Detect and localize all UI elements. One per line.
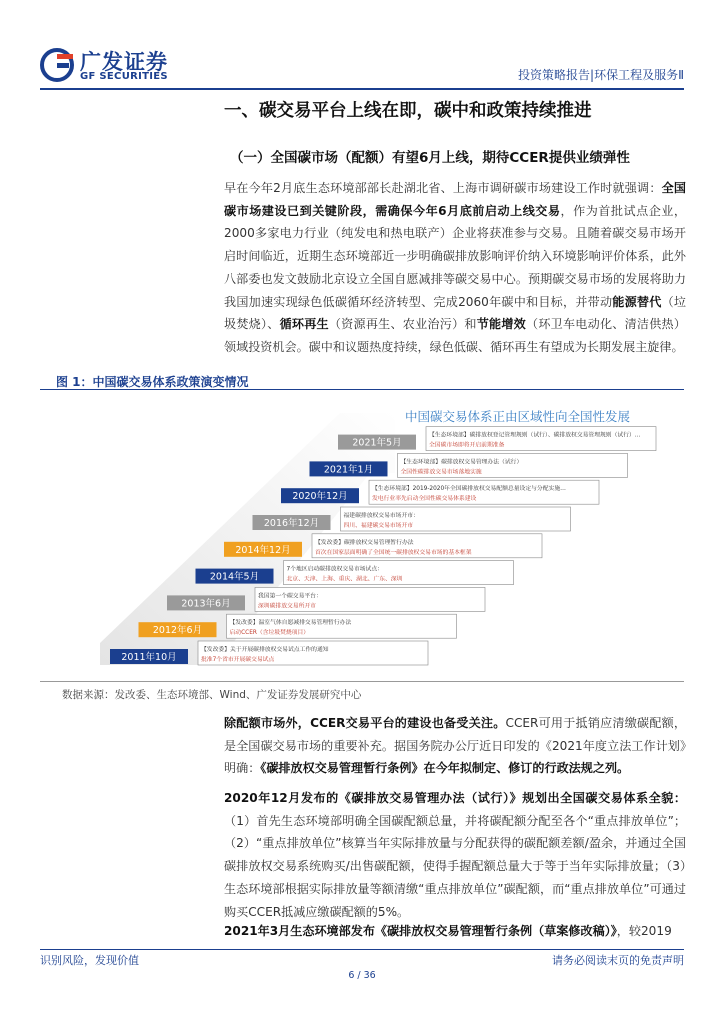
step-date: 2011年10月	[121, 652, 177, 663]
step-date: 2016年12月	[263, 518, 320, 529]
footer-divider	[40, 949, 684, 950]
p2-bold: 除配额市场外，CCER交易平台的建设也备受关注。	[224, 716, 506, 730]
step-date: 2012年6月	[152, 625, 203, 637]
gf-logo	[40, 46, 200, 86]
step-date: 2021年1月	[323, 464, 374, 476]
paragraph-2	[224, 712, 686, 780]
paragraph-1	[224, 177, 686, 359]
header-divider	[40, 88, 684, 90]
paragraph-3	[224, 787, 686, 923]
step-policy: 【发改委】温室气体自愿减排交易管理暂行办法	[229, 620, 352, 627]
page-header	[40, 42, 684, 88]
figure-label: 图 1：中国碳交易体系政策演变情况	[56, 375, 249, 389]
figure-svg	[40, 393, 684, 681]
step-date: 2021年5月	[352, 437, 402, 449]
step-policy: 【生态环境部】碳排放权登记管理规则（试行）、碳排放权交易管理规则（试行）…	[429, 432, 641, 439]
logo-text-cn: 广发证券	[80, 50, 168, 74]
policy-evolution-figure	[40, 393, 684, 681]
p1-text: ，作为首批试点企业，2000多家电力行业（纯发电和热电联产）企业将获准参与交易。且随着碳交易市场开启时间临近，近期生态环境部近一步明确碳排放影响评价纳入环境影响评价体系，此外八部委也发文鼓励北京设立全国自愿减排等碳交易中心。预期碳交易市场的发展将助力我国加速实现绿色低碳循环经济转型、完成2060年碳中和目标，并带动	[224, 203, 686, 309]
step-summary: 四川、福建碳交易市场开市	[343, 523, 414, 529]
gf-logo-icon	[40, 48, 76, 82]
p3-text: （1）首先生态环境部明确全国碳配额总量，并将碳配额分配至各个“重点排放单位”；（2）“重点排放单位”核算当年实际排放量与分配获得的碳配额差额/盈余，并通过全国碳排放权交易系统购买/出售碳配额，使得手握配额总量大于等于当年实际排放量；（3）生态环境部根据实际排放量等额清缴“重点排放单位”碳配额，而“重点排放单位”可通过购买CCER抵减应缴碳配额的5%。	[224, 813, 686, 919]
step-summary: 启动CCER（含垃圾焚烧项目）	[229, 630, 310, 637]
p4-bold: 2021年3月生态环境部发布《碳排放权交易管理暂行条例（草案修改稿）》	[224, 924, 617, 938]
step-policy: 【发改委】关于开展碳排放权交易试点工作的通知	[201, 647, 329, 653]
step-date: 2013年6月	[181, 598, 231, 610]
footer-disclaimer: 请务必阅读末页的免责声明	[552, 954, 684, 967]
step-summary: 北京、天津、上海、重庆、湖北、广东、深圳	[286, 576, 403, 583]
p2-bold: 《碳排放权交易管理暂行条例》在今年拟制定、修订的行政法规之列。	[260, 761, 630, 776]
data-source: 数据来源：发改委、生态环境部、Wind、广发证券发展研究中心	[62, 689, 362, 701]
step-policy: 7个地区启动碳排放权交易市场试点：	[286, 566, 383, 573]
paragraph-4	[224, 920, 686, 943]
section-title: 一、碳交易平台上线在即，碳中和政策持续推进	[224, 101, 592, 121]
step-policy: 【生态环境部】碳排放权交易管理办法（试行）	[400, 459, 523, 466]
p1-text: 早在今年2月底生态环境部部长赴湖北省、上海市调研碳市场建设工作时就强调：	[224, 181, 662, 195]
step-summary: 全国性碳排放交易市场落地实施	[400, 469, 482, 476]
p1-bold: 循环再生	[279, 317, 329, 332]
logo-text-en: GF SECURITIES	[80, 71, 168, 82]
footer-slogan: 识别风险，发现价值	[40, 954, 139, 967]
report-type: 投资策略报告|环保工程及服务Ⅱ	[518, 68, 684, 82]
p3-bold: 2020年12月发布的《碳排放交易管理办法（试行）》规划出全国碳交易体系全貌：	[224, 791, 686, 805]
p1-text: （环卫车电动化、清洁供热）领域投资机会。碳中和议题热度持续，绿色低碳、循环再生有望成为长期发展主旋律。	[224, 317, 686, 354]
p1-text: （资源再生、农业治污）和	[328, 317, 477, 332]
step-summary: 发电行业率先启动全国性碳交易体系建设	[372, 496, 477, 503]
figure-top-rule	[40, 389, 684, 390]
p1-bold: 全国碳市场建设已到关键阶段，需确保今年6月底前启动上线交易	[224, 181, 686, 218]
step-summary: 批准7个省市开展碳交易试点	[201, 657, 275, 663]
p2-text: CCER可用于抵销应清缴碳配额，是全国碳交易市场的重要补充。据国务院办公厅近日印发的《2021年度立法工作计划》明确：	[224, 716, 687, 776]
p4-text: ，较2019	[616, 924, 672, 938]
step-date: 2020年12月	[292, 491, 348, 503]
step-policy: 【发改委】碳排放权交易管理暂行办法	[315, 539, 414, 546]
p1-text: （垃圾焚烧）、	[224, 294, 686, 332]
sub-title: （一）全国碳市场（配额）有望6月上线，期待CCER提供业绩弹性	[230, 150, 630, 166]
figure-bottom-rule	[40, 681, 684, 682]
p1-bold: 节能增效	[476, 317, 527, 332]
step-summary: 深圳碳排放交易所开市	[258, 603, 316, 610]
step-policy: 我国第一个碳交易平台：	[258, 593, 322, 600]
step-date: 2014年12月	[235, 544, 291, 556]
step-date: 2014年5月	[209, 571, 260, 583]
figure-heading: 中国碳交易体系正由区域性向全国性发展	[405, 409, 631, 424]
step-policy: 【生态环境部】2019-2020年全国碳排放权交易配额总量设定与分配实施…	[372, 486, 566, 493]
page-number: 6 / 36	[348, 970, 376, 981]
step-policy: 福建碳排放权交易市场开市：	[343, 513, 419, 519]
step-summary: 全国碳市场即将开启前期准备	[429, 442, 505, 449]
step-summary: 首次在国家层面明确了全国统一碳排放权交易市场的基本框架	[315, 549, 472, 556]
p1-bold: 能源替代	[612, 294, 662, 309]
